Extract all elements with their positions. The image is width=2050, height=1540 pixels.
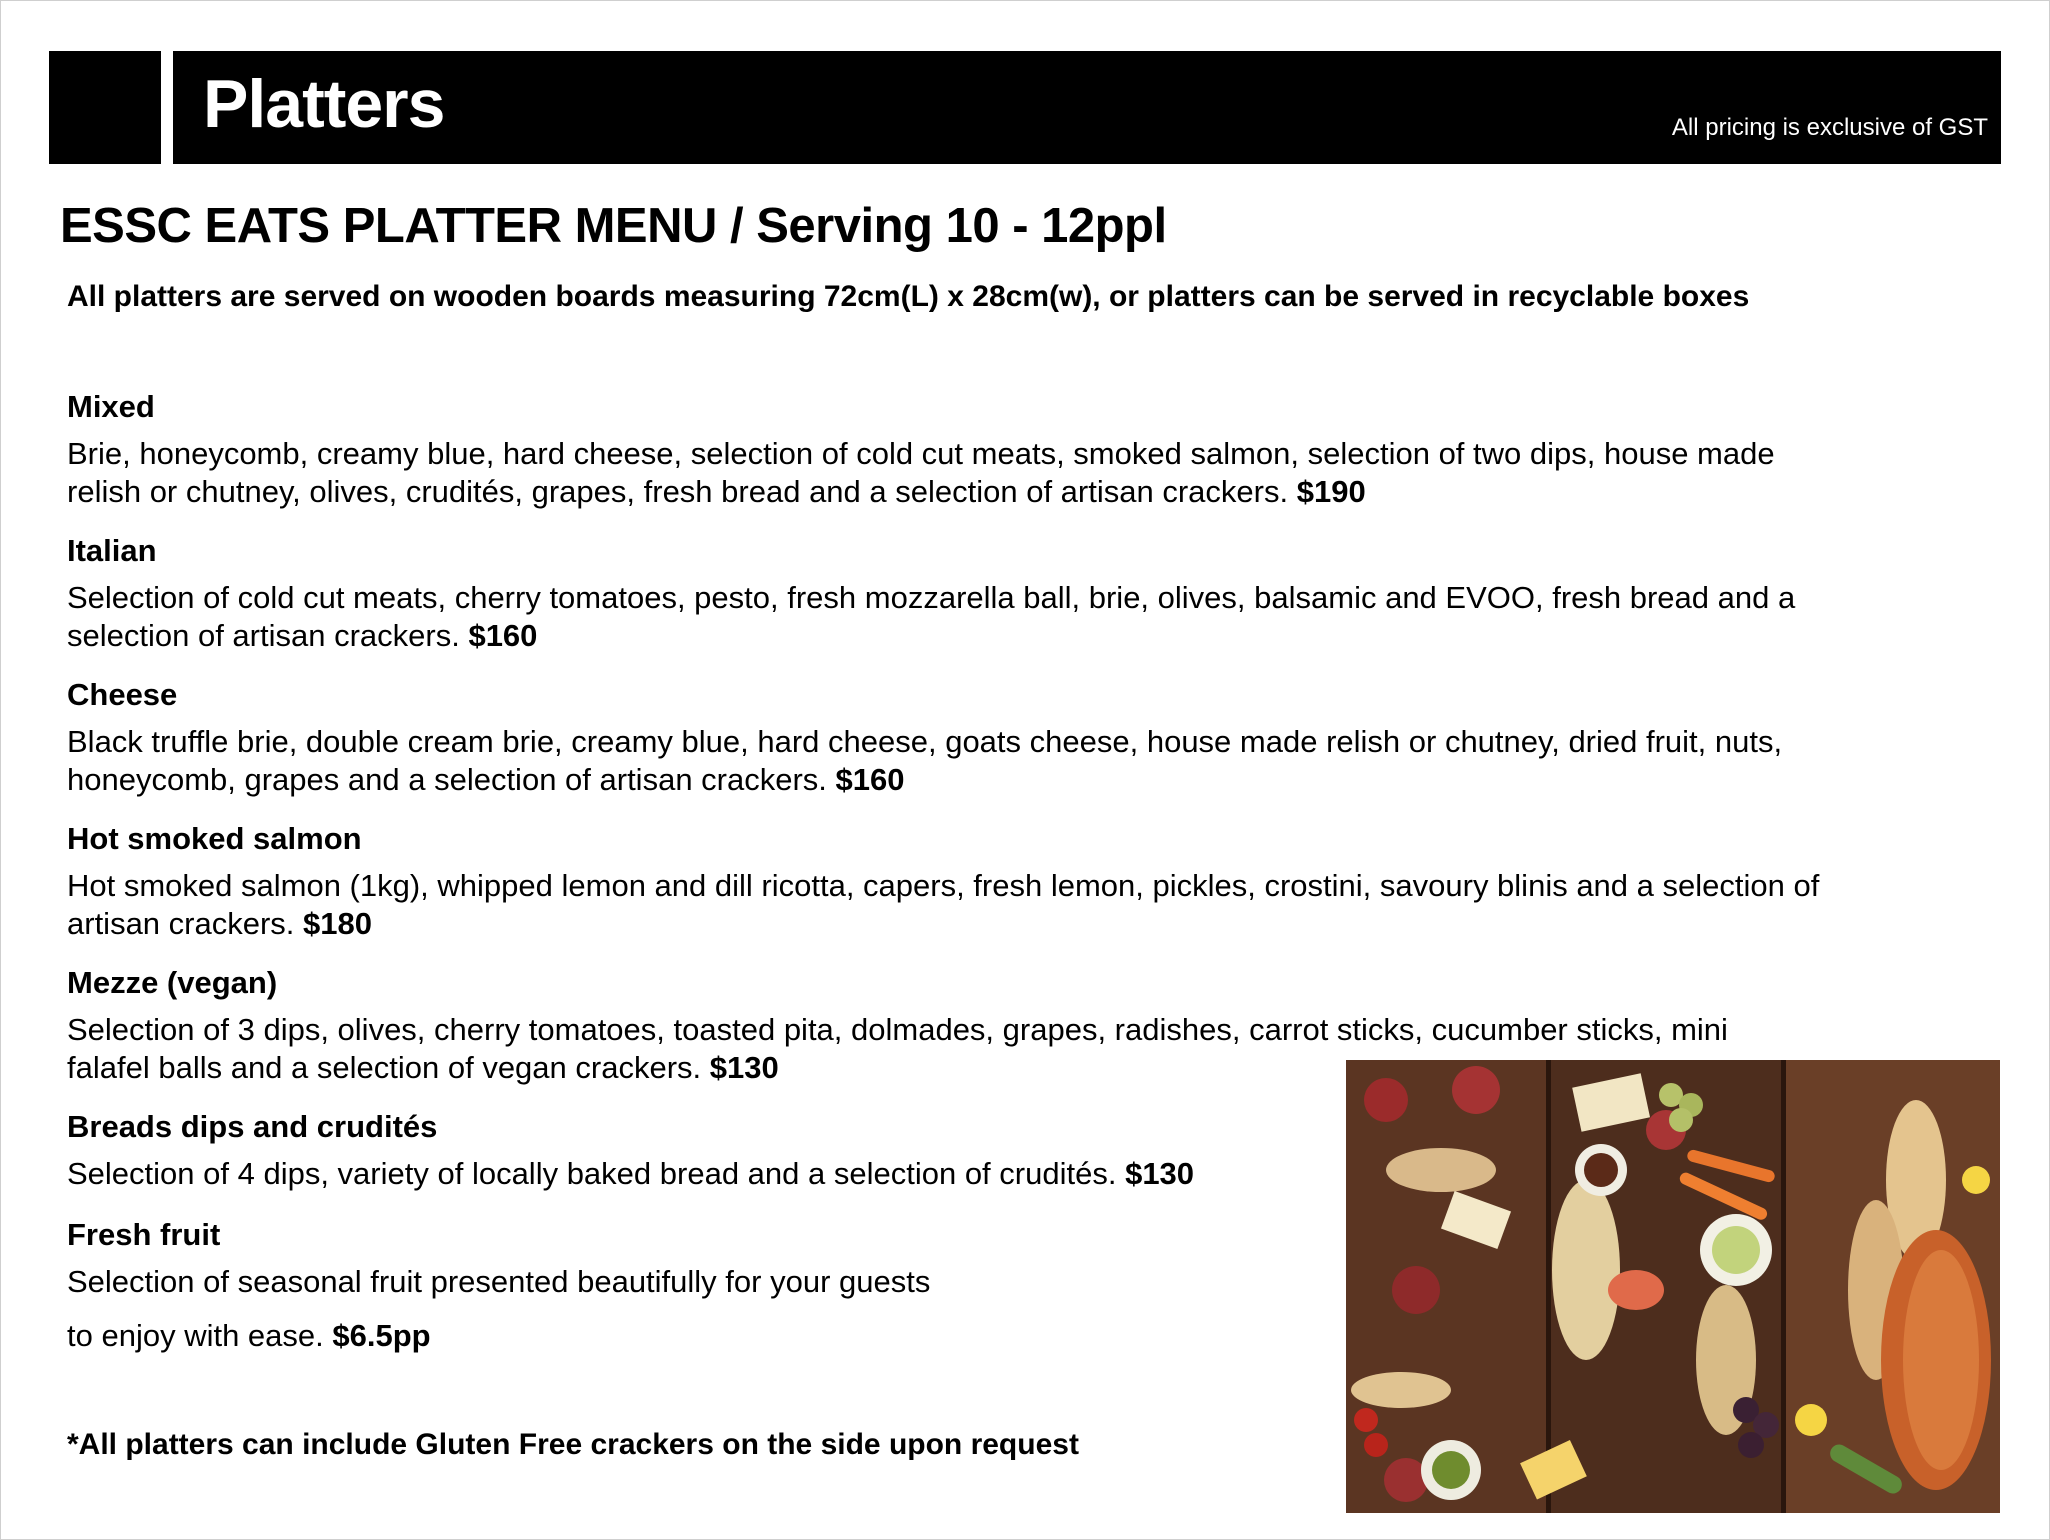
gst-note: All pricing is exclusive of GST [1671,114,1988,141]
menu-item-breads-dips [67,1105,1194,1193]
item-name: Fresh fruit [67,1217,221,1252]
item-description [67,435,1775,511]
description-text: artisan crackers. [67,906,295,941]
header-accent-block [49,51,161,164]
description-line [67,905,1819,943]
description-line: Black truffle brie, double cream brie, creamy blue, hard cheese, goats cheese, house made relish or chutney, dried fruit, nuts, [67,724,1783,759]
description-line: Brie, honeycomb, creamy blue, hard cheese, selection of cold cut meats, smoked salmon, selection of two dips, house made [67,436,1775,471]
item-price: $160 [468,618,538,653]
description-text: to enjoy with ease. [67,1318,324,1353]
description-text: Selection of 4 dips, variety of locally baked bread and a selection of crudités. [67,1156,1117,1191]
menu-item-fresh-fruit [67,1213,930,1355]
description-line: Hot smoked salmon (1kg), whipped lemon and dill ricotta, capers, fresh lemon, pickles, crostini, savoury blinis and a selection of [67,868,1820,903]
menu-item-italian [67,529,1795,655]
item-description [67,579,1795,655]
item-description [67,1263,930,1355]
description-text: selection of artisan crackers. [67,618,460,653]
item-price: $130 [1125,1156,1195,1191]
header-bar [173,51,2001,164]
item-name: Mixed [67,389,155,424]
item-description [67,1155,1194,1193]
item-name: Mezze (vegan) [67,965,278,1000]
item-price: $190 [1296,474,1366,509]
menu-item-mixed [67,385,1775,511]
item-description [67,867,1819,943]
item-price: $130 [709,1050,779,1085]
item-name: Italian [67,533,157,568]
item-name: Cheese [67,677,178,712]
description-line: Selection of seasonal fruit presented beautifully for your guests [67,1264,931,1299]
description-text: relish or chutney, olives, crudités, grapes, fresh bread and a selection of artisan crackers. [67,474,1289,509]
gluten-free-footnote: *All platters can include Gluten Free crackers on the side upon request [67,1428,1079,1461]
item-name: Hot smoked salmon [67,821,362,856]
menu-item-hot-smoked-salmon [67,817,1819,943]
menu-item-cheese [67,673,1782,799]
description-line [67,617,1795,655]
item-price: $6.5pp [332,1318,431,1353]
description-line [67,1317,930,1355]
page-title: ESSC EATS PLATTER MENU / Serving 10 - 12ppl [60,199,1167,253]
item-price: $180 [303,906,372,941]
description-line [67,1155,1194,1193]
description-line: Selection of cold cut meats, cherry tomatoes, pesto, fresh mozzarella ball, brie, olives, balsamic and EVOO, fresh bread and a [67,580,1796,615]
subtitle: All platters are served on wooden boards measuring 72cm(L) x 28cm(w), or platters can be served in recyclable boxes [67,280,1750,313]
description-line: Selection of 3 dips, olives, cherry tomatoes, toasted pita, dolmades, grapes, radishes, carrot sticks, cucumber sticks, mini [67,1012,1728,1047]
description-text: falafel balls and a selection of vegan crackers. [67,1050,702,1085]
item-name: Breads dips and crudités [67,1109,438,1144]
description-line [67,761,1782,799]
item-price: $160 [835,762,905,797]
item-description [67,723,1782,799]
description-text: honeycomb, grapes and a selection of artisan crackers. [67,762,827,797]
header-title: Platters [203,66,445,142]
description-line [67,473,1775,511]
platter-photo [1346,1060,2000,1513]
